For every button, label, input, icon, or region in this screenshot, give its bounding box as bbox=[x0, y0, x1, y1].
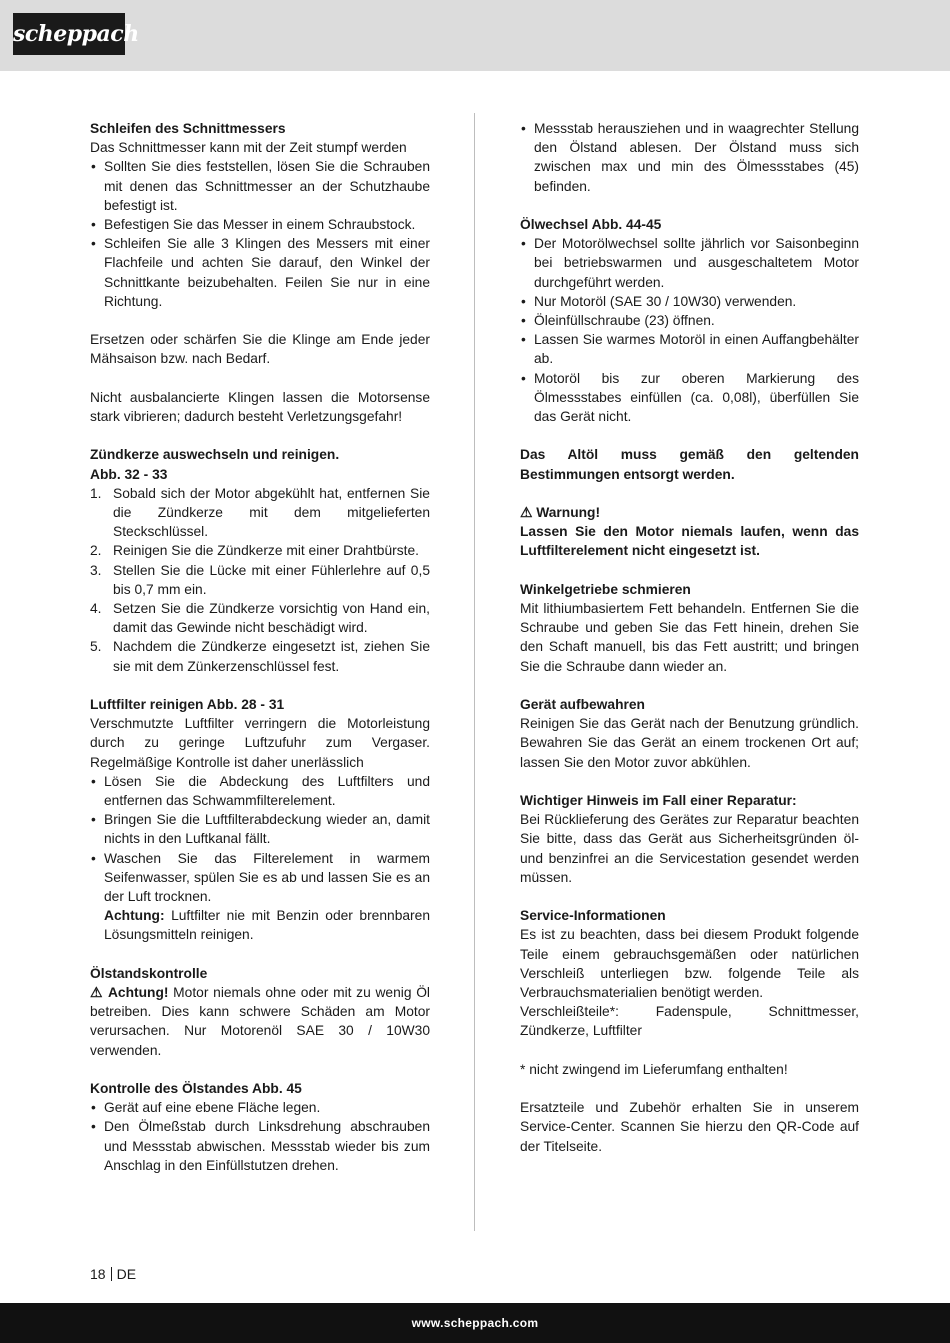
list-item: • Lösen Sie die Abdeckung des Luftfilters und entfernen das Schwammfilterelement. bbox=[90, 772, 430, 810]
bullet-list bbox=[90, 1098, 430, 1175]
section-sharpen-blade bbox=[90, 119, 430, 311]
section-title: Winkelgetriebe schmieren bbox=[520, 581, 691, 597]
caution-text: Motor niemals ohne oder mit zu wenig Öl betreiben. Dies kann schwere Schäden am Motor verursachen. Nur Motorenöl SAE 30 / 10W30 verwenden. bbox=[90, 985, 430, 1058]
list-item: • Der Motorölwechsel sollte jährlich vor Saisonbeginn bei betriebswarmen und ausgeschaltetem Motor durchgeführt werden. bbox=[520, 234, 859, 292]
caution-label: Achtung: bbox=[104, 908, 165, 924]
section-title: Luftfilter reinigen Abb. 28 - 31 bbox=[90, 697, 285, 713]
list-item: • Nur Motoröl (SAE 30 / 10W30) verwenden. bbox=[520, 292, 859, 311]
list-item bbox=[90, 484, 430, 542]
section-gearbox-lubrication bbox=[520, 580, 859, 676]
header-band bbox=[0, 0, 950, 71]
section-warning bbox=[520, 503, 859, 561]
section-text: Reinigen Sie das Gerät nach der Benutzung gründlich. Bewahren Sie das Gerät an einem trockenen Ort auf; lassen Sie den Motor zuvor abkühlen. bbox=[520, 716, 859, 770]
warning-icon: ⚠ bbox=[520, 505, 533, 521]
list-item: • Lassen Sie warmes Motoröl in einen Auffangbehälter ab. bbox=[520, 330, 859, 368]
section-oil-level-continued bbox=[520, 119, 859, 196]
caution-note bbox=[104, 906, 430, 944]
step-number: 4. bbox=[90, 601, 102, 617]
section-text: Mit lithiumbasiertem Fett behandeln. Entfernen Sie die Schraube und geben Sie das Fett hinein, drehen Sie den Schaft manuell, bis das Fett austritt; und bringen Sie die Schraube dann wieder an. bbox=[520, 601, 859, 674]
list-item: • Bringen Sie die Luftfilterabdeckung wieder an, damit nichts in den Luftkanal fällt. bbox=[90, 810, 430, 848]
list-item: • Gerät auf eine ebene Fläche legen. bbox=[90, 1098, 430, 1117]
caution-paragraph bbox=[90, 983, 430, 1060]
section-intro: Verschmutzte Luftfilter verringern die Motorleistung durch zu geringe Luftzufuhr zum Vergaser. Regelmäßige Kontrolle ist daher unerlässlich bbox=[90, 716, 430, 770]
list-item bbox=[90, 561, 430, 599]
warning-title: Warnung! bbox=[532, 505, 601, 521]
bullet-list bbox=[520, 234, 859, 426]
brand-logo: scheppach bbox=[13, 13, 125, 55]
step-number: 2. bbox=[90, 543, 102, 559]
section-oil-change bbox=[520, 215, 859, 426]
list-item bbox=[90, 637, 430, 675]
column-divider bbox=[474, 113, 475, 1231]
right-column bbox=[520, 119, 859, 1175]
list-item bbox=[90, 849, 430, 945]
bullet-list bbox=[90, 157, 430, 311]
section-title: Ölwechsel Abb. 44-45 bbox=[520, 217, 662, 232]
page-number-value: 18 bbox=[90, 1266, 106, 1282]
section-title: Wichtiger Hinweis im Fall einer Reparatur: bbox=[520, 793, 797, 809]
warning-heading bbox=[520, 503, 859, 522]
step-text: Sobald sich der Motor abgekühlt hat, entfernen Sie die Zündkerze mit dem mitgelieferten Steckschlüssel. bbox=[113, 485, 430, 540]
section-repair-notice bbox=[520, 791, 859, 887]
left-column bbox=[90, 119, 430, 1194]
wear-parts-text: Verschleißteile*: Fadenspule, Schnittmesser, Zündkerze, Luftfilter bbox=[520, 1004, 859, 1039]
numbered-list bbox=[90, 484, 430, 676]
footnote: * nicht zwingend im Lieferumfang enthalten! bbox=[520, 1061, 788, 1077]
list-item bbox=[90, 541, 430, 560]
section-text: Bei Rücklieferung des Gerätes zur Reparatur beachten Sie bitte, dass das Gerät aus Sicherheitsgründen öl- und benzinfrei an die Servicestation gesendet werden müssen. bbox=[520, 812, 859, 885]
paragraph-spare-parts: Ersatzteile und Zubehör erhalten Sie in unserem Service-Center. Scannen Sie hierzu den QR-Code auf der Titelseite. bbox=[520, 1100, 859, 1154]
list-item: • Schleifen Sie alle 3 Klingen des Messers mit einer Flachfeile und achten Sie darauf, den Winkel der Schnittkante beizubehalten. Feilen Sie nur in eine Richtung. bbox=[90, 234, 430, 311]
section-intro: Das Schnittmesser kann mit der Zeit stumpf werden bbox=[90, 140, 407, 156]
paragraph-balance-warning: Nicht ausbalancierte Klingen lassen die Motorsense stark vibrieren; dadurch besteht Verletzungsgefahr! bbox=[90, 389, 430, 425]
page-number bbox=[90, 1265, 136, 1283]
list-item: • Messstab herausziehen und in waagrechter Stellung den Ölstand ablesen. Der Ölstand muss sich zwischen max und min des Ölmessstabes (45) befinden. bbox=[520, 119, 859, 196]
bullet-list bbox=[520, 119, 859, 196]
section-oil-level-check bbox=[90, 964, 430, 1060]
language-code: DE bbox=[116, 1266, 137, 1282]
bullet-list bbox=[90, 772, 430, 945]
step-number: 3. bbox=[90, 562, 102, 578]
section-subtitle: Abb. 32 - 33 bbox=[90, 466, 168, 482]
step-text: Stellen Sie die Lücke mit einer Fühlerlehre auf 0,5 bis 0,7 mm ein. bbox=[113, 562, 430, 597]
step-number: 1. bbox=[90, 485, 102, 501]
caution-text: Luftfilter nie mit Benzin oder brennbaren Lösungsmitteln reinigen. bbox=[104, 908, 430, 943]
list-item: • Den Ölmeßstab durch Linksdrehung abschrauben und Messstab abwischen. Messstab wieder bis zum Anschlag in den Einfüllstutzen drehen. bbox=[90, 1117, 430, 1175]
website-link[interactable]: www.scheppach.com bbox=[411, 1316, 539, 1330]
section-title: Service-Informationen bbox=[520, 908, 666, 924]
section-service-info bbox=[520, 906, 859, 1040]
section-title: Schleifen des Schnittmessers bbox=[90, 121, 286, 136]
step-text: Reinigen Sie die Zündkerze mit einer Drahtbürste. bbox=[113, 543, 419, 559]
page-separator bbox=[111, 1267, 112, 1281]
paragraph-replace-blade: Ersetzen oder schärfen Sie die Klinge am Ende jeder Mähsaison bzw. nach Bedarf. bbox=[90, 332, 430, 367]
section-title: Ölstandskontrolle bbox=[90, 965, 208, 981]
paragraph-old-oil-disposal: Das Altöl muss gemäß den geltenden Bestimmungen entsorgt werden. bbox=[520, 447, 859, 482]
list-item-text: Waschen Sie das Filterelement in warmem Seifenwasser, spülen Sie es ab und lassen Sie es an der Luft trocknen. bbox=[104, 850, 430, 905]
section-storage bbox=[520, 695, 859, 772]
step-text: Setzen Sie die Zündkerze vorsichtig von Hand ein, damit das Gewinde nicht beschädigt wird. bbox=[113, 601, 430, 636]
list-item: • Öleinfüllschraube (23) öffnen. bbox=[520, 311, 859, 330]
step-text: Nachdem die Zündkerze eingesetzt ist, ziehen Sie sie mit dem Zünkerzenschlüssel fest. bbox=[113, 639, 430, 674]
warning-icon: ⚠ bbox=[90, 985, 104, 1001]
section-oil-level-control bbox=[90, 1079, 430, 1175]
list-item: • Motoröl bis zur oberen Markierung des Ölmessstabes einfüllen (ca. 0,08l), überfüllen Sie das Gerät nicht. bbox=[520, 369, 859, 427]
list-item: • Befestigen Sie das Messer in einem Schraubstock. bbox=[90, 215, 430, 234]
caution-label: Achtung! bbox=[107, 985, 169, 1001]
section-title: Zündkerze auswechseln und reinigen. bbox=[90, 447, 340, 463]
step-number: 5. bbox=[90, 639, 102, 655]
section-title: Gerät aufbewahren bbox=[520, 697, 645, 713]
warning-text: Lassen Sie den Motor niemals laufen, wenn das Luftfilterelement nicht eingesetzt ist. bbox=[520, 524, 859, 559]
section-air-filter bbox=[90, 695, 430, 945]
section-title: Kontrolle des Ölstandes Abb. 45 bbox=[90, 1081, 302, 1097]
section-spark-plug bbox=[90, 445, 430, 675]
list-item: • Sollten Sie dies feststellen, lösen Sie die Schrauben mit denen das Schnittmesser an der Schutzhaube befestigt ist. bbox=[90, 157, 430, 215]
list-item bbox=[90, 599, 430, 637]
section-text: Es ist zu beachten, dass bei diesem Produkt folgende Teile einem gebrauchsgemäßen oder natürlichen Verschleiß unterliegen bzw. folgende Teile als Verbrauchsmaterialien benötigt werden. bbox=[520, 927, 859, 1001]
